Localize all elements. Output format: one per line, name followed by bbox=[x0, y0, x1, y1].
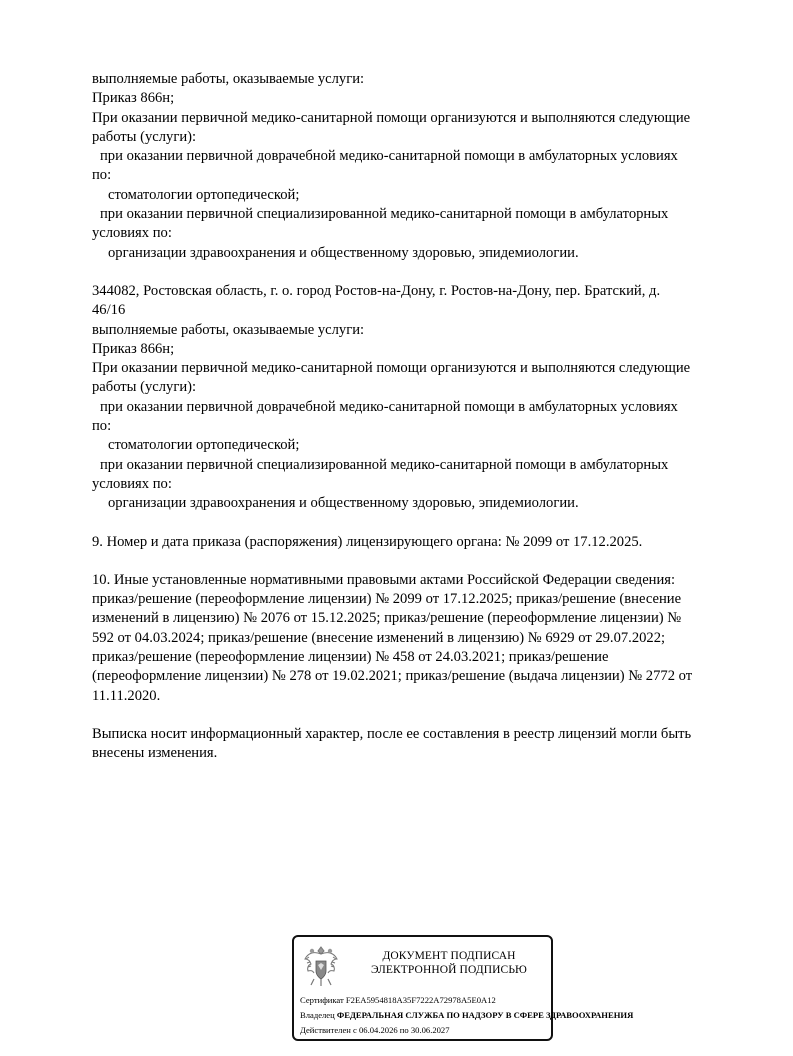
text-line: стоматологии ортопедической; bbox=[108, 437, 300, 454]
text-line: приказ/решение (переоформление лицензии) № 2099 от 17.12.2025; приказ/решение (внесение bbox=[92, 591, 682, 608]
text-line: При оказании первичной медико-санитарной помощи организуются и выполняются следующие bbox=[92, 109, 691, 126]
coat-of-arms-icon bbox=[302, 943, 340, 989]
text-line: изменений в лицензию) № 2076 от 15.12.2025; приказ/решение (переоформление лицензии) № bbox=[92, 610, 682, 627]
paragraph-gap bbox=[92, 552, 752, 571]
section-10-other-info bbox=[92, 571, 752, 706]
text-line: при оказании первичной специализированной медико-санитарной помощи в амбулаторных bbox=[100, 206, 669, 223]
text-line: выполняемые работы, оказываемые услуги: bbox=[92, 71, 365, 87]
certificate-row bbox=[300, 995, 496, 1005]
text-line: 592 от 04.03.2024; приказ/решение (внесение изменений в лицензию) № 6929 от 29.07.2022; bbox=[92, 629, 666, 646]
text-line: условиях по: bbox=[92, 225, 172, 242]
owner-row bbox=[300, 1010, 633, 1020]
text-line: при оказании первичной специализированной медико-санитарной помощи в амбулаторных bbox=[100, 456, 669, 473]
text-line: Приказ 866н; bbox=[92, 340, 175, 357]
stamp-title bbox=[354, 949, 544, 977]
certificate-value: F2EA5954818A35F7222A72978A5E0A12 bbox=[345, 995, 496, 1005]
document-body bbox=[92, 70, 752, 764]
text-line: (переоформление лицензии) № 278 от 19.02.2021; приказ/решение (выдача лицензии) № 2772 от bbox=[92, 668, 693, 685]
text-line: 10. Иные установленные нормативными правовыми актами Российской Федерации сведения: bbox=[92, 571, 676, 588]
text-line: работы (услуги): bbox=[92, 128, 197, 145]
electronic-signature-stamp bbox=[292, 935, 634, 1041]
text-line: приказ/решение (переоформление лицензии) № 458 от 24.03.2021; приказ/решение bbox=[92, 649, 609, 666]
paragraph-gap bbox=[92, 263, 752, 282]
validity-row bbox=[300, 1025, 450, 1035]
address-line: 46/16 bbox=[92, 302, 126, 319]
services-block-2 bbox=[92, 282, 752, 514]
certificate-label: Сертификат bbox=[300, 995, 344, 1005]
paragraph-gap bbox=[92, 514, 752, 533]
stamp-title-line-2: ЭЛЕКТРОННОЙ ПОДПИСЬЮ bbox=[371, 964, 527, 976]
text-line: при оказании первичной доврачебной медико-санитарной помощи в амбулаторных условиях bbox=[100, 398, 678, 415]
stamp-title-line-1: ДОКУМЕНТ ПОДПИСАН bbox=[382, 950, 516, 962]
text-line: организации здравоохранения и общественному здоровью, эпидемиологии. bbox=[108, 244, 579, 261]
text-line: стоматологии ортопедической; bbox=[108, 186, 300, 203]
text-line: условиях по: bbox=[92, 475, 172, 492]
disclaimer-note bbox=[92, 725, 752, 764]
address-line: 344082, Ростовская область, г. о. город Ростов-на-Дону, г. Ростов-на-Дону, пер. Братский, д. bbox=[92, 282, 661, 299]
services-block-1 bbox=[92, 70, 752, 263]
text-line: При оказании первичной медико-санитарной помощи организуются и выполняются следующие bbox=[92, 360, 691, 377]
text-line: выполняемые работы, оказываемые услуги: bbox=[92, 321, 365, 338]
paragraph-gap bbox=[92, 706, 752, 725]
owner-label: Владелец bbox=[300, 1010, 335, 1020]
text-line: по: bbox=[92, 167, 112, 184]
text-line: Выписка носит информационный характер, после ее составления в реестр лицензий могли быть bbox=[92, 725, 692, 742]
text-line: при оказании первичной доврачебной медико-санитарной помощи в амбулаторных условиях bbox=[100, 148, 678, 165]
text-line: внесены изменения. bbox=[92, 745, 218, 762]
text-line: 11.11.2020. bbox=[92, 687, 161, 704]
owner-value: ФЕДЕРАЛЬНАЯ СЛУЖБА ПО НАДЗОРУ В СФЕРЕ ЗДРАВООХРАНЕНИЯ bbox=[336, 1010, 634, 1020]
validity-text: Действителен с 06.04.2026 по 30.06.2027 bbox=[300, 1025, 450, 1035]
text-line: организации здравоохранения и общественному здоровью, эпидемиологии. bbox=[108, 495, 579, 512]
section-9-order: 9. Номер и дата приказа (распоряжения) лицензирующего органа: № 2099 от 17.12.2025. bbox=[92, 533, 643, 550]
text-line: по: bbox=[92, 418, 112, 435]
text-line: Приказ 866н; bbox=[92, 90, 175, 107]
text-line: работы (услуги): bbox=[92, 379, 197, 396]
